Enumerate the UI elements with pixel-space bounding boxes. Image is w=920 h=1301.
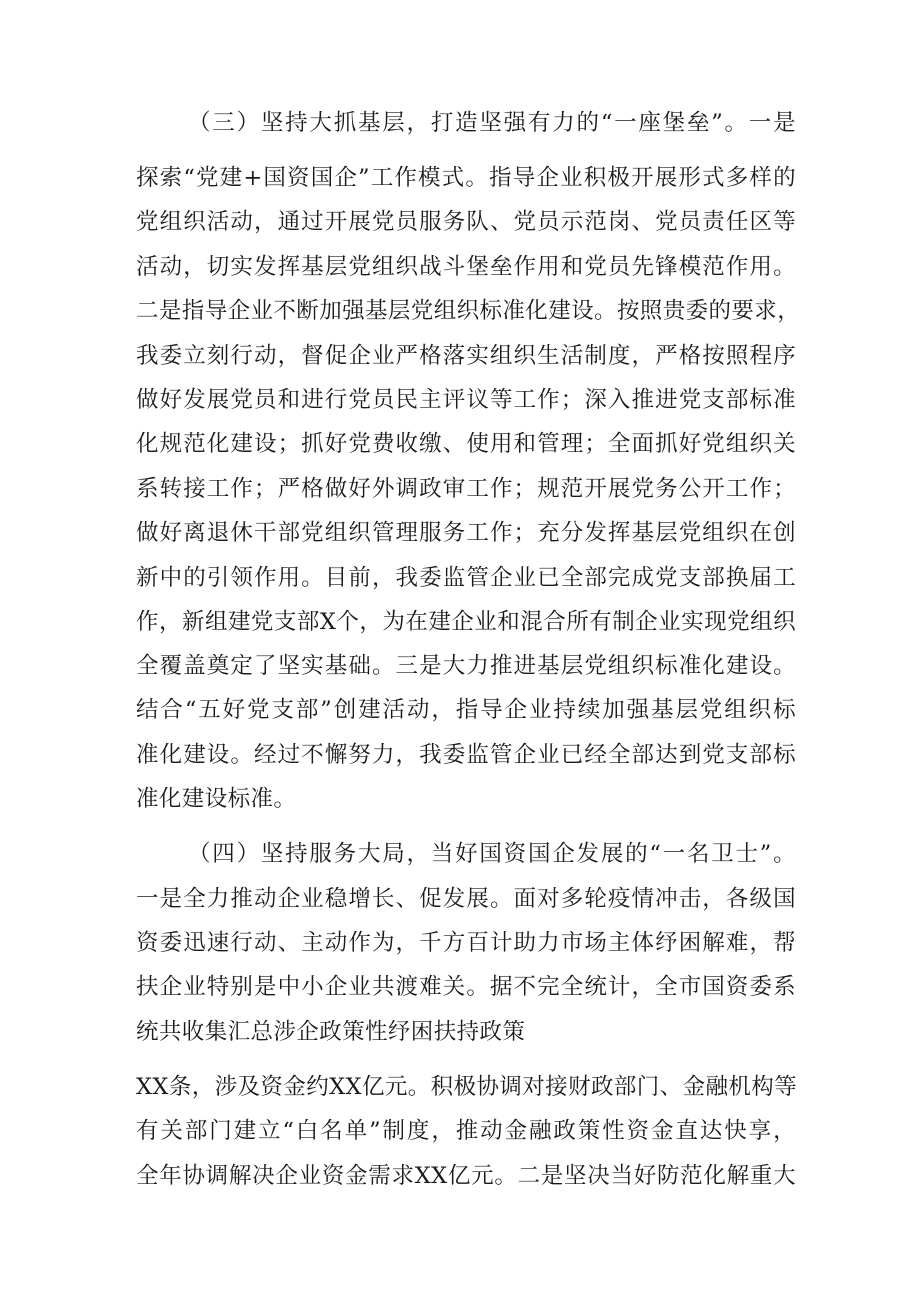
paragraph-1-line-6: 我委立刻行动，督促企业严格落实组织生活制度，严格按照程序 <box>136 343 796 369</box>
paragraph-3-line-3: 全年协调解决企业资金需求XX亿元。二是坚决当好防范化解重大 <box>136 1163 796 1189</box>
paragraph-3-line-2: 有关部门建立“白名单”制度，推动金融政策性资金直达快享， <box>136 1118 796 1144</box>
paragraph-1-line-7: 做好发展党员和进行党员民主评议等工作；深入推进党支部标准 <box>136 387 796 413</box>
paragraph-1-line-12: 作，新组建党支部X个，为在建企业和混合所有制企业实现党组织 <box>136 609 796 635</box>
paragraph-2-line-4: 扶企业特别是中小企业共渡难关。据不完全统计，全市国资委系 <box>136 974 796 1000</box>
paragraph-1-line-16: 准化建设标准。 <box>136 786 297 812</box>
paragraph-1-line-4: 活动，切实发挥基层党组织战斗堡垒作用和党员先锋模范作用。 <box>136 254 796 280</box>
paragraph-1-line-15: 准化建设。经过不懈努力，我委监管企业已经全部达到党支部标 <box>136 742 796 768</box>
paragraph-1-line-14: 结合“五好党支部”创建活动，指导企业持续加强基层党组织标 <box>136 697 796 723</box>
paragraph-1-line-10: 做好离退休干部党组织管理服务工作；充分发挥基层党组织在创 <box>136 520 796 546</box>
paragraph-2-line-2: 一是全力推动企业稳增长、促发展。面对多轮疫情冲击，各级国 <box>136 886 796 912</box>
paragraph-1-line-1: （三）坚持大抓基层，打造坚强有力的“一座堡垒”。一是 <box>188 110 796 136</box>
paragraph-1-line-3: 党组织活动，通过开展党员服务队、党员示范岗、党员责任区等 <box>136 209 796 235</box>
paragraph-2-line-3: 资委迅速行动、主动作为，千方百计助力市场主体纾困解难，帮 <box>136 930 796 956</box>
paragraph-1-line-9: 系转接工作；严格做好外调政审工作；规范开展党务公开工作； <box>136 476 796 502</box>
paragraph-1-line-11: 新中的引领作用。目前，我委监管企业已全部完成党支部换届工 <box>136 565 796 591</box>
paragraph-1-line-2: 探索“党建+国资国企”工作模式。指导企业积极开展形式多样的 <box>136 165 796 191</box>
paragraph-1-line-13: 全覆盖奠定了坚实基础。三是大力推进基层党组织标准化建设。 <box>136 653 796 679</box>
paragraph-3-line-1: XX条，涉及资金约XX亿元。积极协调对接财政部门、金融机构等 <box>136 1074 798 1100</box>
paragraph-2-line-1: （四）坚持服务大局，当好国资国企发展的“一名卫士”。 <box>188 841 796 867</box>
paragraph-1-line-8: 化规范化建设；抓好党费收缴、使用和管理；全面抓好党组织关 <box>136 431 796 457</box>
paragraph-2-line-5: 统共收集汇总涉企政策性纾困扶持政策 <box>136 1019 526 1045</box>
paragraph-1-line-5: 二是指导企业不断加强基层党组织标准化建设。按照贵委的要求， <box>136 298 801 324</box>
